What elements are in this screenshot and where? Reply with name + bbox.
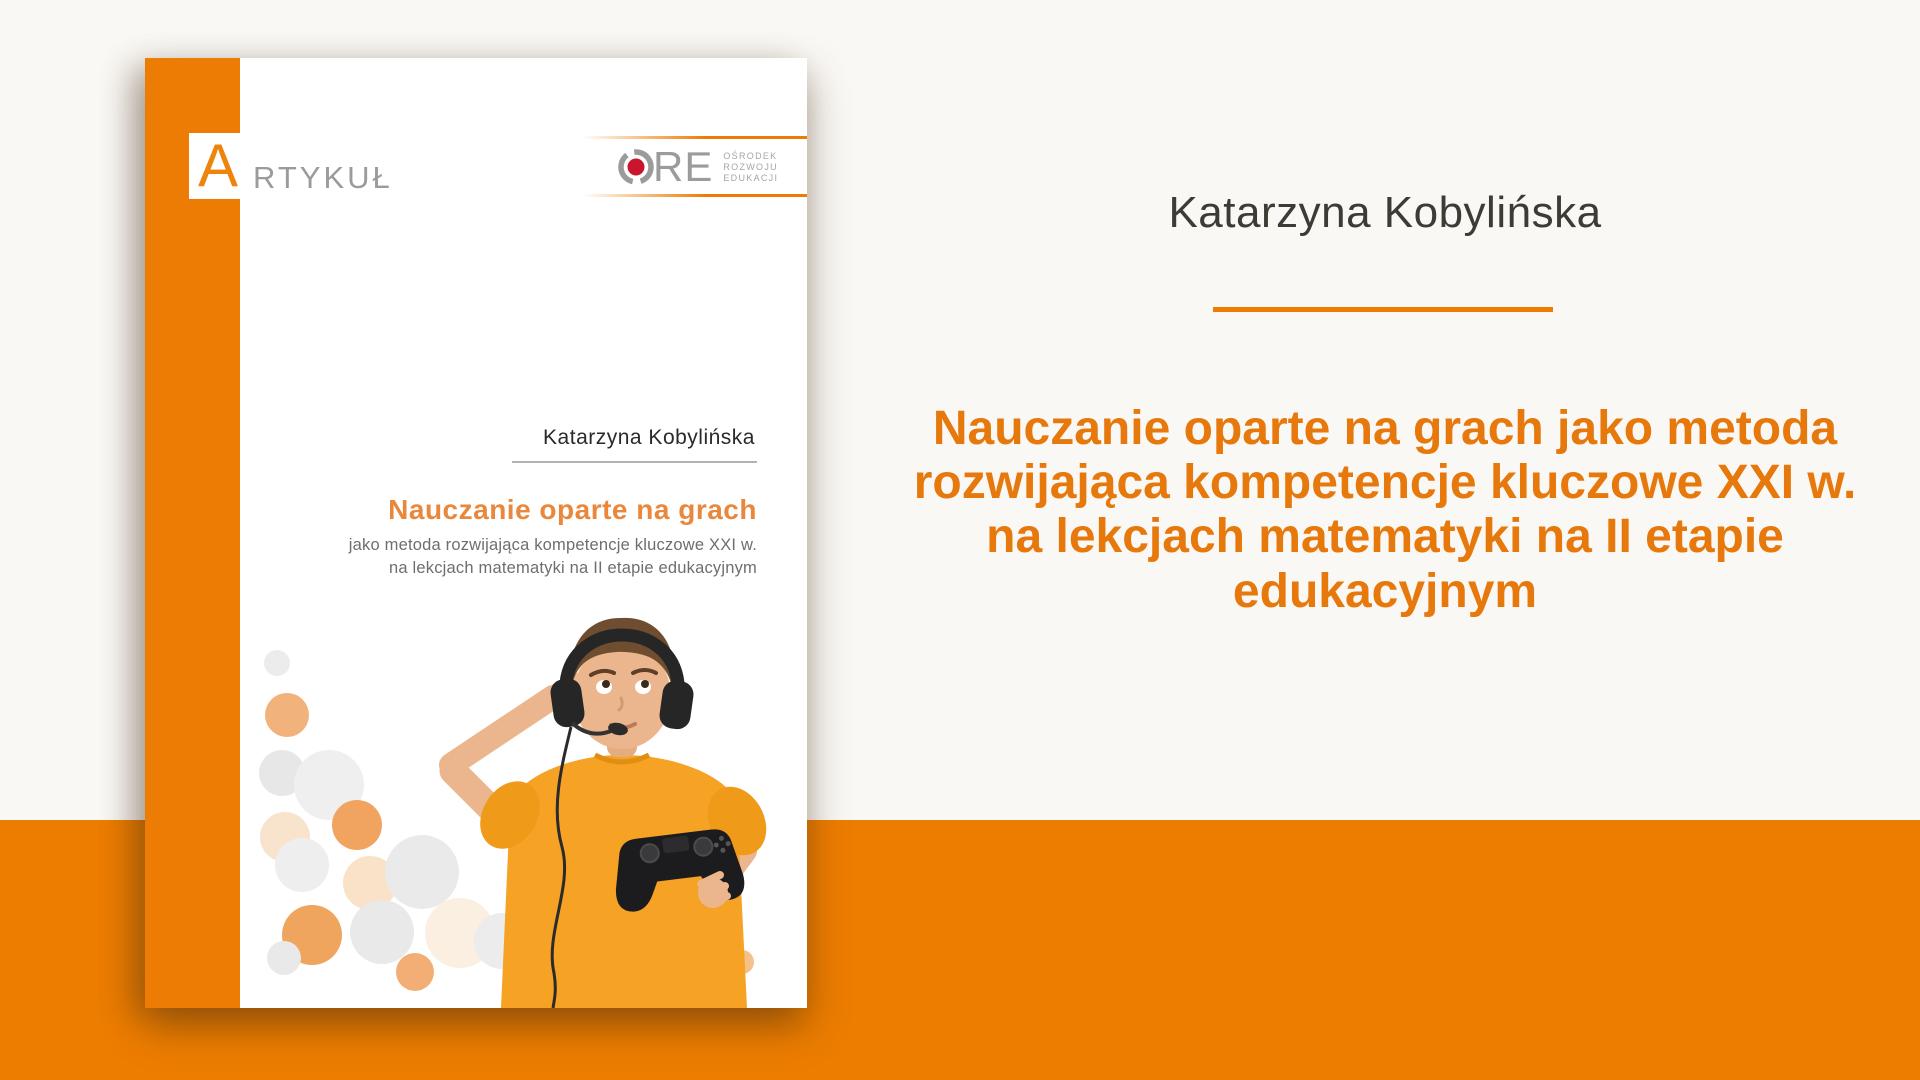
cover-subtitle: jako metoda rozwijająca kompetencje kluczowe XXI w. na lekcjach matematyki na II etapie edukacyjnym xyxy=(348,536,757,577)
ore-logo xyxy=(615,143,779,190)
decor-circle xyxy=(332,800,382,850)
artykul-label: RTYKUŁ xyxy=(253,160,393,195)
cover-title: Nauczanie oparte na grach xyxy=(388,494,757,525)
decor-circle xyxy=(350,900,414,964)
article-cover xyxy=(145,58,807,1008)
decor-circle xyxy=(264,650,290,676)
ore-symbol-icon xyxy=(615,146,657,188)
decor-circle xyxy=(265,693,309,737)
boy-gamer-photo xyxy=(415,603,807,1008)
slide-title: Nauczanie oparte na grach jako metoda rozwijająca kompetencje kluczowe XXI w. na lekcjach matematyki na II etapie edukacyjnym xyxy=(913,402,1857,618)
slide-author: Katarzyna Kobylińska xyxy=(1168,188,1602,237)
decor-circle xyxy=(267,941,301,975)
artykul-badge-box xyxy=(189,133,247,199)
cover-author-rule xyxy=(512,461,757,463)
cover-left-stripe xyxy=(145,58,240,1008)
ore-org-name: OŚRODEK ROZWOJU EDUKACJI xyxy=(723,150,779,183)
ore-rule-top xyxy=(582,136,807,139)
cover-author: Katarzyna Kobylińska xyxy=(543,426,755,449)
ore-rule-bottom xyxy=(582,194,807,197)
ore-acronym: RE xyxy=(653,143,714,190)
slide-divider-line xyxy=(1213,307,1553,312)
decor-circle xyxy=(275,838,329,892)
artykul-initial: A xyxy=(197,132,239,199)
